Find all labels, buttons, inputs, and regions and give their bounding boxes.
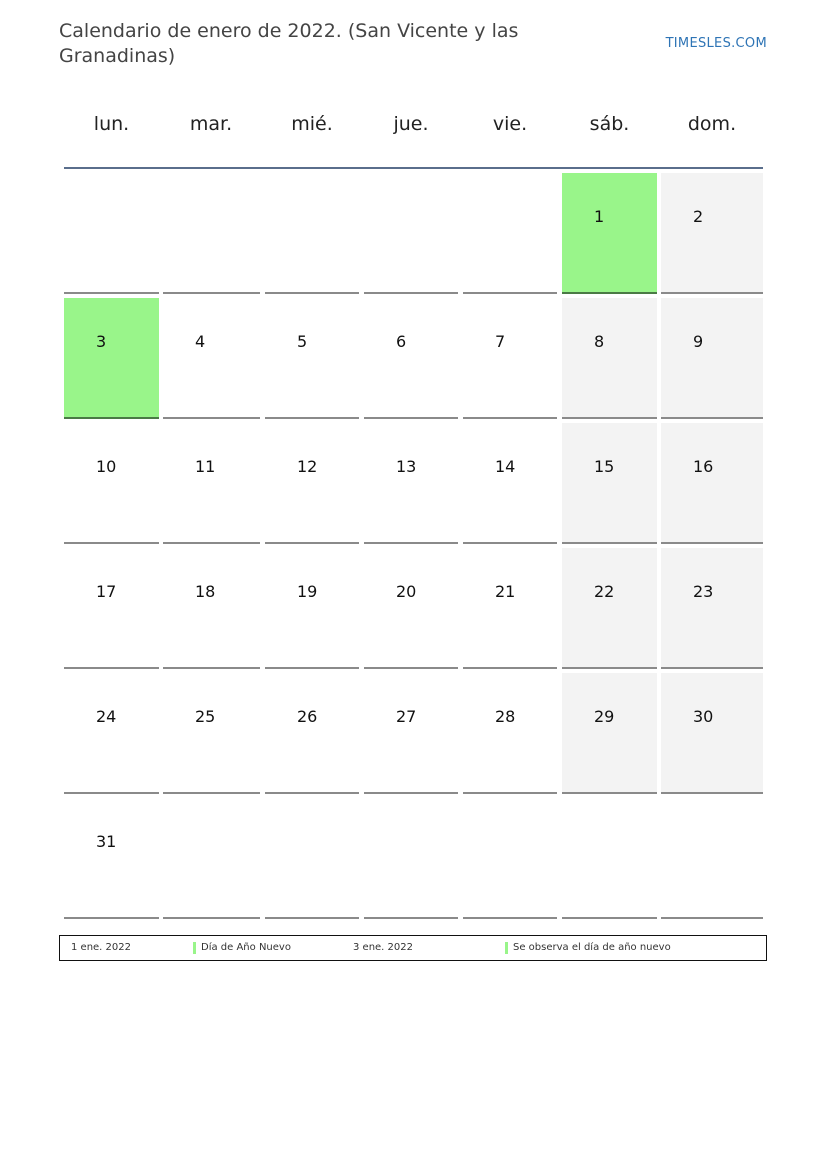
day-number: 2: [693, 207, 704, 226]
day-cell[interactable]: [265, 673, 359, 794]
weekday-label: lun.: [93, 113, 130, 135]
day-cell[interactable]: [364, 548, 458, 669]
day-cell[interactable]: [562, 298, 657, 419]
legend-date: 3 ene. 2022: [353, 942, 413, 953]
day-cell[interactable]: [265, 423, 359, 544]
day-cell[interactable]: [163, 423, 260, 544]
day-number: 25: [195, 707, 216, 726]
day-number: 8: [594, 332, 605, 351]
day-cell[interactable]: [562, 423, 657, 544]
brand-link[interactable]: TIMESLES.COM: [665, 36, 767, 51]
weekday-label: sáb.: [589, 113, 630, 135]
day-number: 18: [195, 582, 216, 601]
day-cell[interactable]: [661, 673, 763, 794]
header-divider: [64, 167, 763, 169]
day-number: 24: [96, 707, 117, 726]
empty-day-cell: [265, 798, 359, 919]
day-cell[interactable]: [64, 298, 159, 419]
day-number: 28: [495, 707, 516, 726]
day-cell[interactable]: [64, 423, 159, 544]
day-number: 29: [594, 707, 615, 726]
day-cell[interactable]: [661, 173, 763, 294]
day-cell[interactable]: [463, 423, 557, 544]
day-number: 19: [297, 582, 318, 601]
day-number: 20: [396, 582, 417, 601]
day-number: 27: [396, 707, 417, 726]
day-number: 21: [495, 582, 516, 601]
day-cell[interactable]: [265, 548, 359, 669]
day-number: 16: [693, 457, 714, 476]
page-title: Calendario de enero de 2022. (San Vicente y las Granadinas): [59, 20, 519, 67]
day-number: 17: [96, 582, 117, 601]
day-cell[interactable]: [661, 423, 763, 544]
day-number: 1: [594, 207, 605, 226]
day-cell[interactable]: [364, 298, 458, 419]
day-cell[interactable]: [265, 298, 359, 419]
empty-day-cell: [463, 798, 557, 919]
day-number: 12: [297, 457, 318, 476]
day-number: 22: [594, 582, 615, 601]
empty-day-cell: [265, 173, 359, 294]
day-cell[interactable]: [163, 673, 260, 794]
day-number: 9: [693, 332, 704, 351]
day-cell[interactable]: [463, 673, 557, 794]
empty-day-cell: [163, 798, 260, 919]
day-cell[interactable]: [661, 548, 763, 669]
day-number: 15: [594, 457, 615, 476]
day-number: 3: [96, 332, 107, 351]
legend-holiday-name: Día de Año Nuevo: [201, 942, 291, 953]
day-number: 23: [693, 582, 714, 601]
weekday-label: mié.: [291, 113, 333, 135]
empty-day-cell: [364, 173, 458, 294]
empty-day-cell: [163, 173, 260, 294]
day-number: 13: [396, 457, 417, 476]
day-cell[interactable]: [163, 298, 260, 419]
day-number: 31: [96, 832, 117, 851]
weekday-label: dom.: [687, 113, 737, 135]
empty-day-cell: [463, 173, 557, 294]
legend-date: 1 ene. 2022: [71, 942, 131, 953]
day-number: 6: [396, 332, 407, 351]
weekday-label: mar.: [189, 113, 233, 135]
day-cell[interactable]: [463, 548, 557, 669]
holiday-legend: [59, 935, 767, 961]
day-cell[interactable]: [463, 298, 557, 419]
legend-color-marker: [505, 942, 508, 954]
day-cell[interactable]: [364, 423, 458, 544]
day-number: 30: [693, 707, 714, 726]
empty-day-cell: [364, 798, 458, 919]
day-cell[interactable]: [562, 673, 657, 794]
day-number: 7: [495, 332, 506, 351]
weekday-label: jue.: [393, 113, 429, 135]
day-number: 10: [96, 457, 117, 476]
day-number: 4: [195, 332, 206, 351]
day-cell[interactable]: [562, 548, 657, 669]
day-number: 11: [195, 457, 216, 476]
empty-day-cell: [661, 798, 763, 919]
legend-color-marker: [193, 942, 196, 954]
day-number: 26: [297, 707, 318, 726]
day-number: 14: [495, 457, 516, 476]
day-cell[interactable]: [562, 173, 657, 294]
day-cell[interactable]: [163, 548, 260, 669]
empty-day-cell: [64, 173, 159, 294]
weekday-header: [64, 113, 764, 145]
day-number: 5: [297, 332, 308, 351]
day-cell[interactable]: [64, 548, 159, 669]
empty-day-cell: [562, 798, 657, 919]
weekday-label: vie.: [492, 113, 528, 135]
day-cell[interactable]: [661, 298, 763, 419]
legend-holiday-name: Se observa el día de año nuevo: [513, 942, 671, 953]
day-cell[interactable]: [64, 673, 159, 794]
day-cell[interactable]: [364, 673, 458, 794]
day-cell[interactable]: [64, 798, 159, 919]
